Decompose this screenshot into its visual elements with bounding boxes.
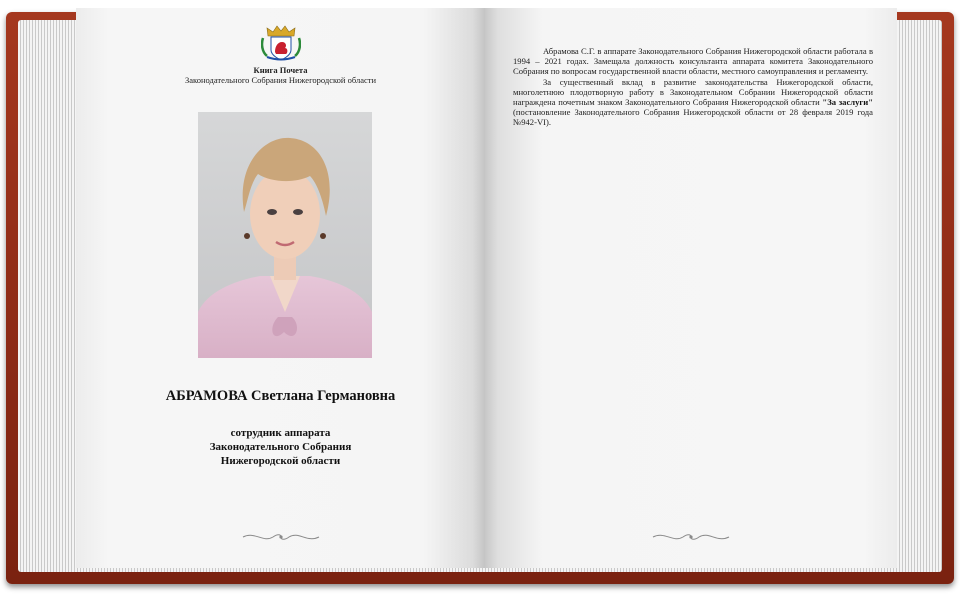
role-line: сотрудник аппарата <box>230 427 331 439</box>
right-page <box>485 8 897 568</box>
paragraph: Абрамова С.Г. в аппарате Законодательного Собрания Нижегородской области работала в 1994 – 2021 годах. Замещала должность консультанта аппарата комитета Законодательного Собрания по вопросам государственной власти области, местного самоуправления и регламенту. <box>513 46 873 77</box>
paragraph-text: (постановление Законодательного Собрания Нижегородской области от 28 февраля 2019 года №942-VI). <box>513 107 873 128</box>
award-name: "За заслуги" <box>822 97 874 108</box>
role-line: Нижегородской области <box>220 455 341 467</box>
paragraph <box>513 77 873 128</box>
book-subtitle: Законодательного Собрания Нижегородской области <box>185 75 376 85</box>
ornament-icon <box>651 530 731 544</box>
role-line: Законодательного Собрания <box>209 441 352 453</box>
biography-text <box>513 46 873 128</box>
person-role <box>76 426 485 468</box>
page-header <box>76 24 485 85</box>
ornament-icon <box>241 530 321 544</box>
book-title: Книга Почета <box>253 65 308 75</box>
person-name: АБРАМОВА Светлана Германовна <box>165 388 396 404</box>
left-page <box>76 8 485 568</box>
paragraph-text: За существенный вклад в развитие законодательства Нижегородской области, многолетнюю плодотворную работу в Законодательном Собрании Нижегородской области награждена почетным знаком Законодательного Собрания Нижегородской области <box>513 76 873 108</box>
portrait-photo <box>198 112 372 358</box>
coat-of-arms-icon <box>261 24 301 62</box>
